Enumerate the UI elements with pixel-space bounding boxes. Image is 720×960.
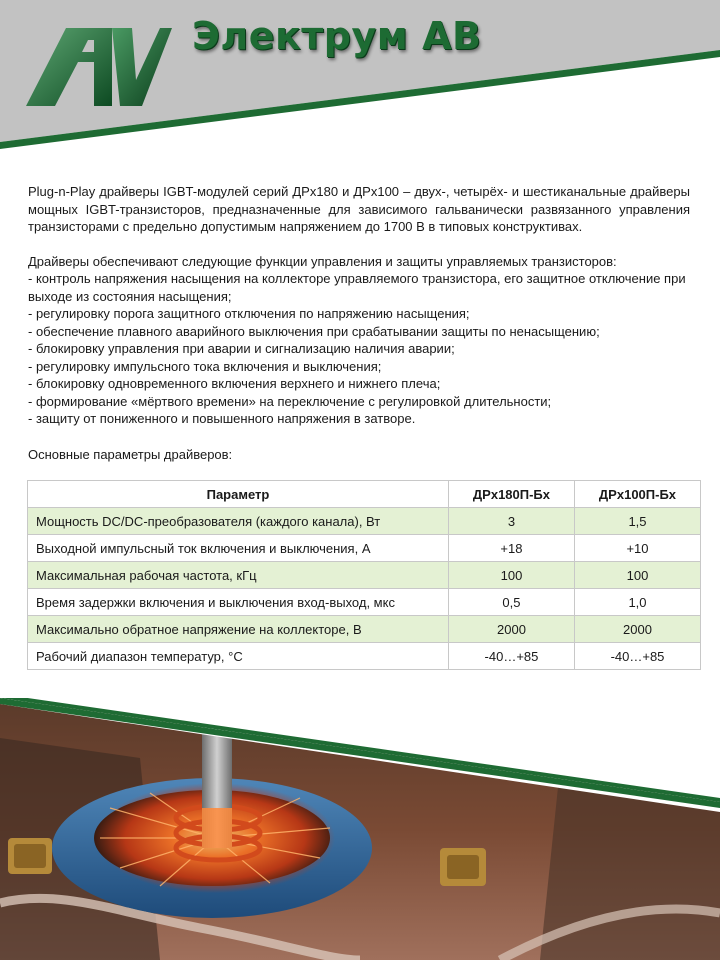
- function-item: - обеспечение плавного аварийного выключения при срабатывании защиты по ненасыщению;: [28, 323, 600, 339]
- value-cell: 1,0: [574, 589, 700, 616]
- param-name-cell: Время задержки включения и выключения вход-выход, мкс: [28, 589, 449, 616]
- param-name-cell: Выходной импульсный ток включения и выключения, А: [28, 535, 449, 562]
- value-cell: 2000: [574, 616, 700, 643]
- param-name-cell: Максимальная рабочая частота, кГц: [28, 562, 449, 589]
- intro-paragraph: Plug-n-Play драйверы IGBT-модулей серий ДРх180 и ДРх100 – двух-, четырёх- и шестиканальные драйверы мощных IGBT-транзисторов, предназначенные для зависимого гальванически развязанного управления транзисторами с предельно допустимым напряжением до 1700 В в типовых конструктивах.: [28, 184, 690, 234]
- function-item: - регулировку порога защитного отключения по напряжению насыщения;: [28, 306, 470, 321]
- function-item: - формирование «мёртвого времени» на переключение с регулировкой длительности;: [28, 393, 552, 409]
- table-header-row: [28, 481, 701, 508]
- table-row: [28, 562, 701, 589]
- value-cell: 0,5: [448, 589, 574, 616]
- header-cell-dr100: ДРх100П-Бх: [574, 481, 700, 508]
- brass-fitting-left: [8, 838, 52, 874]
- param-name-cell: Мощность DC/DC-преобразователя (каждого канала), Вт: [28, 508, 449, 535]
- function-item: - блокировку одновременного включения верхнего и нижнего плеча;: [28, 376, 441, 391]
- table-row: [28, 535, 701, 562]
- function-item: - блокировку управления при аварии и сигнализацию наличия аварии;: [28, 341, 455, 356]
- value-cell: +18: [448, 535, 574, 562]
- value-cell: 2000: [448, 616, 574, 643]
- params-title: Основные параметры драйверов:: [28, 446, 233, 462]
- function-item: - контроль напряжения насыщения на коллекторе управляемого транзистора, его защитное отключение при выходе из состояния насыщения;: [28, 271, 686, 304]
- functions-lead: Драйверы обеспечивают следующие функции управления и защиты управляемых транзисторов:: [28, 253, 617, 269]
- footer-photo: [0, 698, 720, 960]
- table-row: [28, 643, 701, 670]
- table-row: [28, 589, 701, 616]
- table-row: [28, 616, 701, 643]
- function-item: - регулировку импульсного тока включения и выключения;: [28, 358, 382, 374]
- value-cell: 100: [574, 562, 700, 589]
- induction-heater-image: [0, 698, 720, 960]
- value-cell: 3: [448, 508, 574, 535]
- page-header: [0, 0, 720, 160]
- param-name-cell: Рабочий диапазон температур, °С: [28, 643, 449, 670]
- header-cell-dr180: ДРх180П-Бх: [448, 481, 574, 508]
- value-cell: -40…+85: [448, 643, 574, 670]
- value-cell: 100: [448, 562, 574, 589]
- functions-section: [28, 253, 690, 428]
- function-item: - защиту от пониженного и повышенного напряжения в затворе.: [28, 411, 416, 426]
- value-cell: -40…+85: [574, 643, 700, 670]
- brand-name: Электрум АВ: [192, 14, 482, 58]
- value-cell: +10: [574, 535, 700, 562]
- table-row: [28, 508, 701, 535]
- params-table: [27, 480, 701, 670]
- value-cell: 1,5: [574, 508, 700, 535]
- header-cell-param: Параметр: [28, 481, 449, 508]
- main-content: [28, 183, 690, 468]
- param-name-cell: Максимально обратное напряжение на коллекторе, В: [28, 616, 449, 643]
- brass-fitting-right: [440, 848, 486, 886]
